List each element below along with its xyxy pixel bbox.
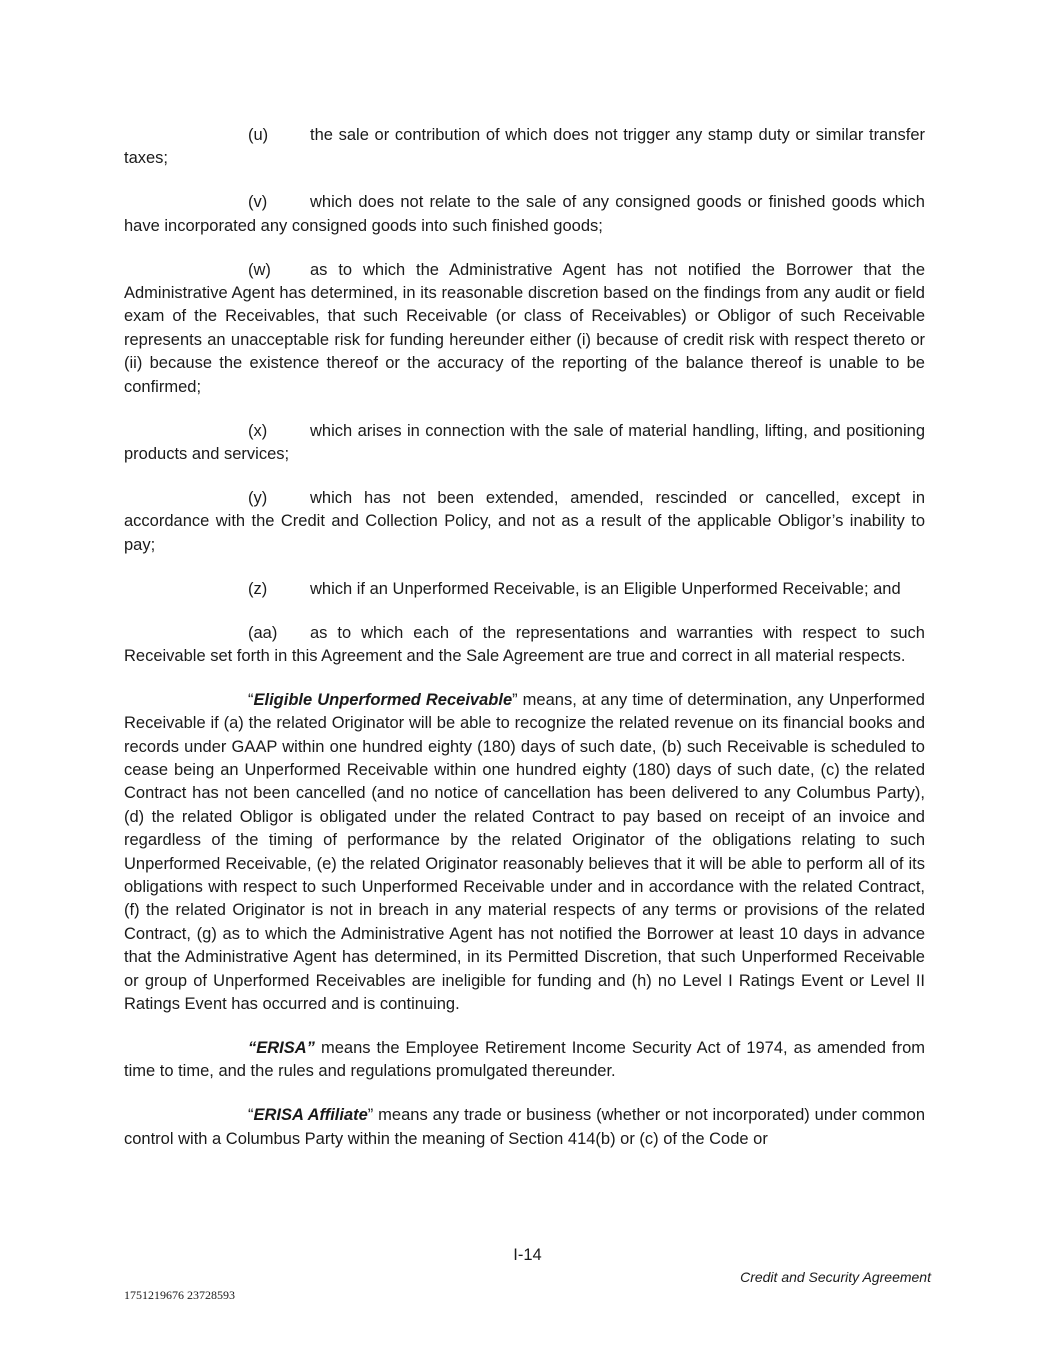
item-label: (aa) (248, 623, 278, 642)
close-quote: ” (367, 1106, 374, 1125)
item-label: (v) (248, 193, 268, 212)
item-text: which does not relate to the sale of any consigned goods or finished goods which have incorporated any consigned goods into such finished goods; (124, 193, 925, 235)
item-label: (x) (248, 421, 268, 440)
item-text: which arises in connection with the sale of material handling, lifting, and positioning products and services; (124, 421, 925, 463)
item-label: (w) (248, 260, 271, 279)
item-text: as to which each of the representations and warranties with respect to such Receivable set forth in this Agreement and the Sale Agreement are true and correct in all material respects. (124, 623, 925, 665)
open-quote: “ (248, 1106, 254, 1125)
item-label: (u) (248, 126, 269, 144)
page-number: I-14 (513, 1246, 542, 1264)
defined-term: ERISA Affiliate (253, 1106, 368, 1125)
definition-paragraph (124, 1104, 925, 1151)
definition-text: means, at any time of determination, any Unperformed Receivable if (a) the related Originator will be able to recognize the related revenue on its financial books and records under GAAP within one hundred eighty (180) days of such date, (b) such Receivable is scheduled to cease being an Unperformed Receivable within one hundred eighty (180) days of such date, (c) the related Contract has not been cancelled (and no notice of cancellation has been delivered to any Columbus Party), (d) the related Obligor is obligated under the related Contract to pay based on receipt of an invoice and regardless of the timing of performance by the related Originator of the obligations relating to such Unperformed Receivable, (e) the related Originator reasonably believes that it will be able to perform all of its obligations with respect to such Unperformed Receivable under and in accordance with the related Contract, (f) the related Originator is not in breach in any material respects of any terms or provisions of the related Contract, (g) as to which the Administrative Agent has not notified the Borrower at least 10 days in advance that the Administrative Agent has determined, in its Permitted Discretion, that such Unperformed Receivable or group of Unperformed Receivables are ineligible for funding and (h) no Level I Ratings Event or Level II Ratings Event has occurred and is continuing. (124, 690, 925, 1014)
document-title: Credit and Security Agreement (740, 1269, 931, 1285)
defined-term: “ERISA” (248, 1039, 315, 1057)
list-item (124, 191, 925, 238)
definition-paragraph (124, 1037, 925, 1084)
item-label: (z) (248, 579, 268, 598)
item-label: (y) (248, 488, 268, 507)
item-text: which has not been extended, amended, rescinded or cancelled, except in accordance with the Credit and Collection Policy, and not as a result of the applicable Obligor’s inability to pay; (124, 488, 925, 554)
item-text: which if an Unperformed Receivable, is an Eligible Unperformed Receivable; and (310, 579, 901, 598)
list-item (124, 420, 925, 467)
list-item (124, 487, 925, 557)
item-text: as to which the Administrative Agent has not notified the Borrower that the Administrative Agent has determined, in its reasonable discretion based on the findings from any audit or field exam of the Receivables, that such Receivable (or class of Receivables) or Obligor of such Receivable represents an unacceptable risk for funding hereunder either (i) because of credit risk with respect thereto or (ii) because the existence thereof or the accuracy of the reporting of the balance thereof is unable to be confirmed; (124, 260, 925, 396)
close-quote: ” (512, 690, 518, 709)
document-id: 1751219676 23728593 (124, 1288, 235, 1302)
definition-text: means any trade or business (whether or not incorporated) under common control with a Columbus Party within the meaning of Section 414(b) or (c) of the Code or (124, 1106, 925, 1148)
list-item (124, 622, 925, 669)
list-item (124, 259, 925, 399)
definition-paragraph (124, 689, 925, 1017)
open-quote: “ (248, 690, 254, 709)
defined-term: Eligible Unperformed Receivable (253, 690, 513, 709)
document-body (124, 124, 925, 1172)
item-text: the sale or contribution of which does not trigger any stamp duty or similar transfer taxes; (124, 126, 925, 168)
list-item (124, 578, 925, 601)
definition-text: means the Employee Retirement Income Security Act of 1974, as amended from time to time, and the rules and regulations promulgated thereunder. (124, 1039, 925, 1081)
list-item (124, 124, 925, 171)
